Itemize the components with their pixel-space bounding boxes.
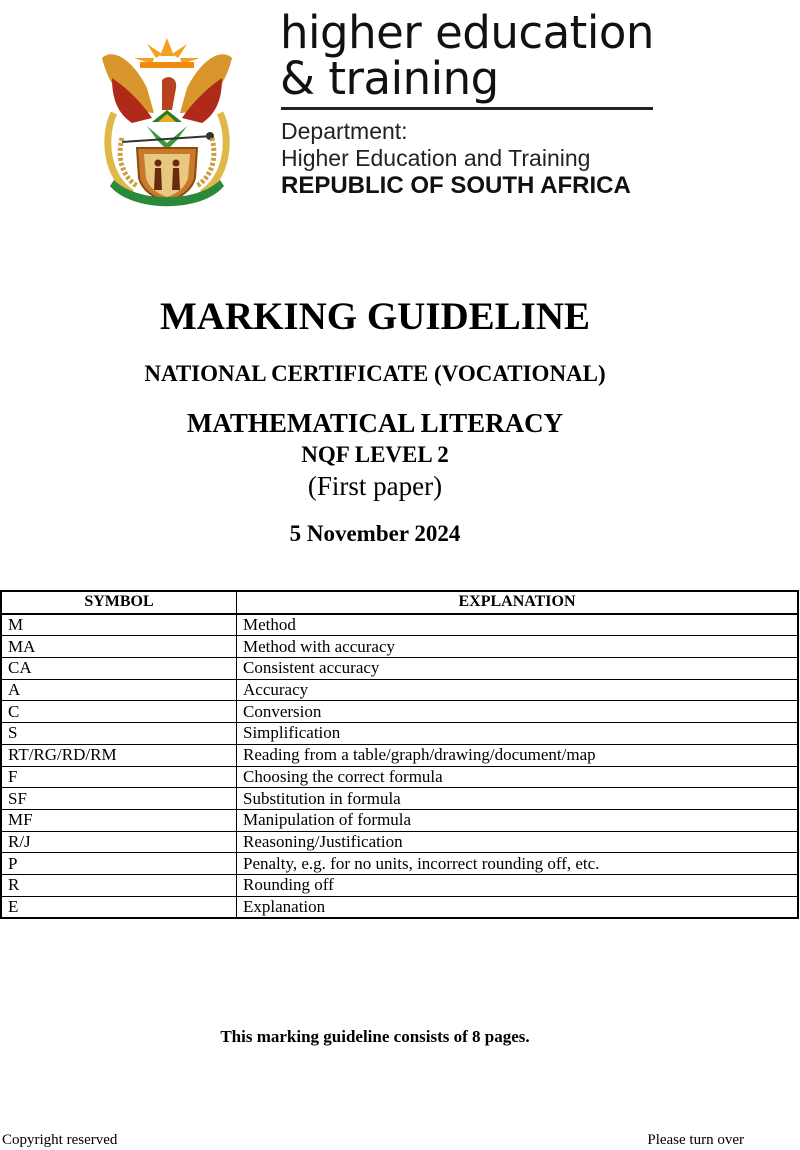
table-row	[1, 853, 798, 875]
symbol-cell: M	[1, 614, 237, 636]
subject-name: MATHEMATICAL LITERACY	[186, 408, 564, 438]
explanation-cell: Method	[237, 614, 799, 636]
table-row	[1, 831, 798, 853]
page-count-note: This marking guideline consists of 8 pages.	[220, 1027, 530, 1046]
brand-divider	[281, 107, 653, 110]
brand-line-1: higher education	[280, 6, 654, 59]
explanation-cell: Reading from a table/graph/drawing/document/map	[237, 744, 799, 766]
table-row	[1, 636, 798, 658]
explanation-cell: Explanation	[237, 896, 799, 918]
explanation-cell: Reasoning/Justification	[237, 831, 799, 853]
symbol-cell: P	[1, 853, 237, 875]
symbol-cell: CA	[1, 658, 237, 680]
table-row	[1, 744, 798, 766]
column-header-explanation: EXPLANATION	[237, 591, 799, 614]
certificate-name: NATIONAL CERTIFICATE (VOCATIONAL)	[144, 361, 606, 386]
explanation-cell: Conversion	[237, 701, 799, 723]
explanation-cell: Method with accuracy	[237, 636, 799, 658]
symbol-cell: A	[1, 679, 237, 701]
footer-copyright: Copyright reserved	[2, 1132, 118, 1148]
table-row	[1, 809, 798, 831]
explanation-cell: Accuracy	[237, 679, 799, 701]
symbol-cell: MA	[1, 636, 237, 658]
sun-icon	[134, 38, 200, 68]
country-name: REPUBLIC OF SOUTH AFRICA	[281, 172, 631, 199]
explanation-cell: Rounding off	[237, 874, 799, 896]
footer-turn-over: Please turn over	[647, 1132, 744, 1148]
explanation-cell: Penalty, e.g. for no units, incorrect rounding off, etc.	[237, 853, 799, 875]
table-row	[1, 723, 798, 745]
table-row	[1, 679, 798, 701]
table-row	[1, 614, 798, 636]
symbol-cell: C	[1, 701, 237, 723]
table-row	[1, 701, 798, 723]
exam-date: 5 November 2024	[289, 521, 461, 546]
table-header-row	[1, 591, 798, 614]
explanation-cell: Manipulation of formula	[237, 809, 799, 831]
coat-of-arms-logo	[92, 18, 242, 213]
symbol-cell: SF	[1, 788, 237, 810]
explanation-cell: Substitution in formula	[237, 788, 799, 810]
table-row	[1, 766, 798, 788]
symbol-cell: MF	[1, 809, 237, 831]
department-name: Higher Education and Training	[281, 145, 591, 171]
paper-number: (First paper)	[307, 471, 443, 501]
explanation-cell: Consistent accuracy	[237, 658, 799, 680]
symbol-cell: S	[1, 723, 237, 745]
symbol-cell: RT/RG/RD/RM	[1, 744, 237, 766]
symbol-table	[0, 590, 799, 919]
department-block	[281, 118, 631, 199]
table-row	[1, 658, 798, 680]
nqf-level: NQF LEVEL 2	[301, 442, 449, 467]
explanation-cell: Choosing the correct formula	[237, 766, 799, 788]
table-row	[1, 896, 798, 918]
table-row	[1, 874, 798, 896]
explanation-cell: Simplification	[237, 723, 799, 745]
symbol-cell: R	[1, 874, 237, 896]
column-header-symbol: SYMBOL	[1, 591, 237, 614]
symbol-cell: R/J	[1, 831, 237, 853]
department-label: Department:	[281, 118, 408, 144]
table-row	[1, 788, 798, 810]
symbol-cell: E	[1, 896, 237, 918]
document-title: MARKING GUIDELINE	[159, 295, 591, 338]
brand-wordmark	[280, 6, 654, 105]
symbol-cell: F	[1, 766, 237, 788]
brand-line-2: & training	[280, 52, 499, 105]
